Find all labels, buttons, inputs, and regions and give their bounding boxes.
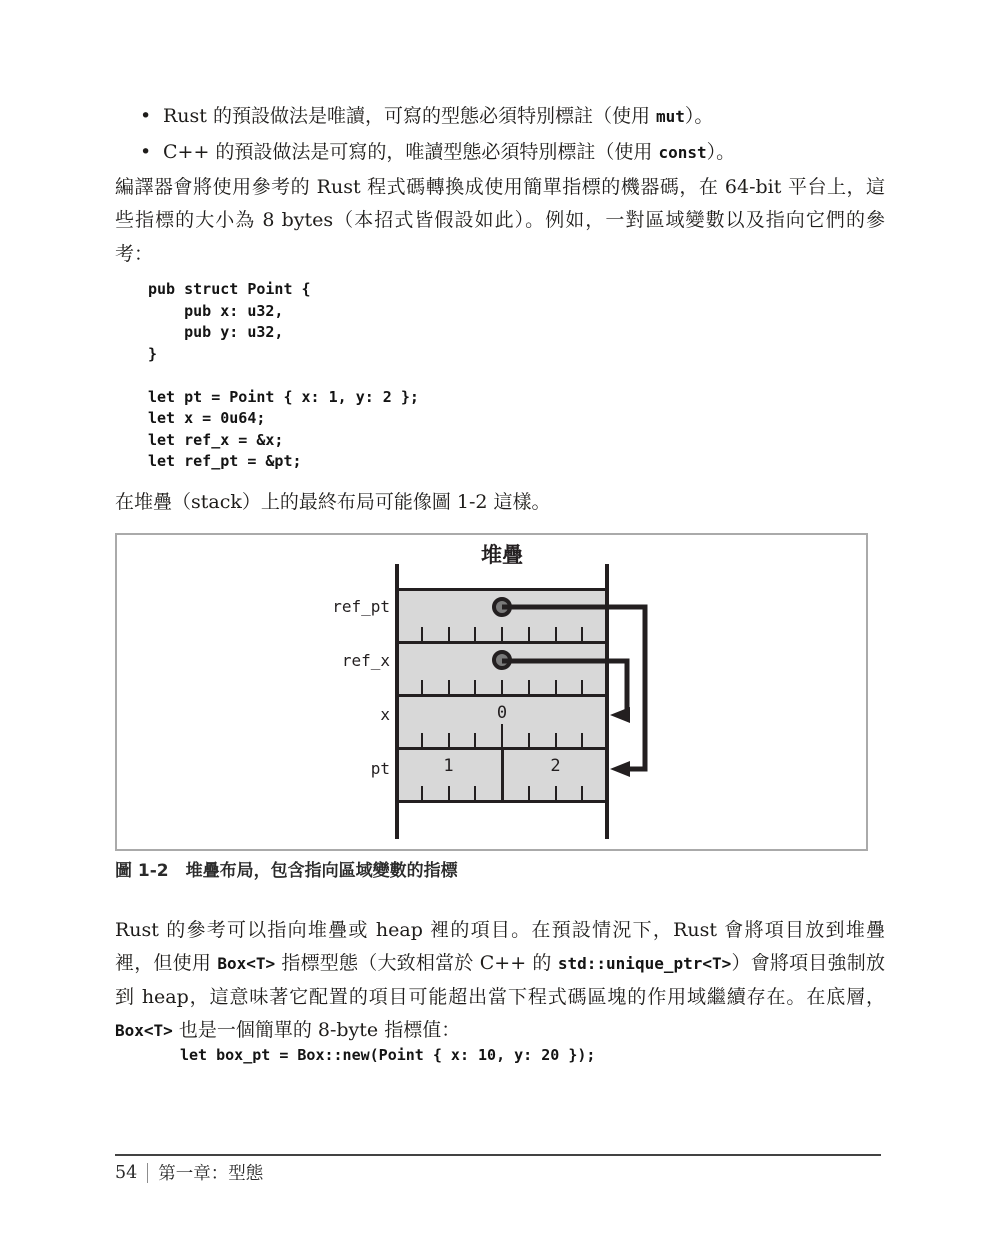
code-line: let ref_pt = &pt; (148, 452, 302, 470)
inline-code: Box<T> (115, 1021, 173, 1041)
inline-code: mut (656, 107, 685, 126)
paragraph-stack-intro (115, 486, 885, 519)
text-segment: ）。 (706, 140, 736, 163)
text-line (115, 171, 885, 204)
paragraph-box-heap (115, 914, 885, 1048)
text-segment: 編譯器會將使用參考的 Rust 程式碼轉換成使用簡單指標的機器碼，在 64-bit 平台上，這 (115, 176, 885, 198)
text-line (115, 981, 885, 1014)
code-line: let x = 0u64; (148, 409, 266, 427)
text-line (115, 947, 885, 980)
code-line: let ref_x = &x; (148, 430, 284, 449)
footer-rule (115, 1154, 881, 1156)
figure-title: 堆疊 (481, 543, 523, 567)
row-label-x: x (380, 705, 390, 724)
pointer-arrows (117, 535, 866, 849)
code-line: let pt = Point { x: 1, y: 2 }; (148, 387, 419, 406)
figure-1-2 (115, 533, 868, 851)
figure-caption-text: 堆疊布局，包含指向區域變數的指標 (185, 861, 458, 881)
code-line: pub y: u32, (148, 323, 284, 341)
text-segment: 考： (115, 242, 154, 265)
inline-code: Box<T> (217, 954, 276, 974)
inline-code: const (658, 142, 707, 162)
text-segment: 裡，但使用 (115, 952, 218, 975)
row-label-ref_pt: ref_pt (332, 597, 390, 616)
code-line: let box_pt = Box::new(Point { x: 10, y: 20 }); (180, 1046, 596, 1064)
stack-right-wall (605, 564, 609, 839)
page-number: 54 (115, 1162, 138, 1183)
code-block-point-struct (148, 279, 419, 473)
text-line (115, 914, 885, 947)
text-segment: ）。 (684, 105, 714, 127)
figure-caption-label: 圖 1-2 (115, 861, 169, 881)
figure-caption (115, 856, 458, 881)
text-segment: C++ 的預設做法是可寫的，唯讀型態必須特別標註（使用 (163, 140, 659, 163)
text-line (115, 1014, 885, 1047)
cell-value-x: 1 (443, 756, 454, 776)
bullet-marker-icon: • (140, 105, 152, 127)
text-segment: 指標型態（大致相當於 C++ 的 (275, 952, 558, 975)
text-segment: ）會將項目強制放 (731, 952, 885, 975)
text-line (140, 135, 884, 171)
bullet-marker-icon: • (140, 140, 152, 163)
bullet-list (140, 99, 884, 170)
text-line (115, 238, 885, 271)
footer (115, 1160, 263, 1185)
stack-left-wall (395, 564, 399, 839)
row-label-ref_x: ref_x (341, 651, 390, 670)
code-line: pub struct Point { (148, 280, 311, 298)
cell-value-y: 2 (550, 756, 561, 776)
text-segment: Rust 的參考可以指向堆疊或 heap 裡的項目。在預設情況下，Rust 會將項目放到堆疊 (115, 919, 885, 941)
inline-code: std::unique_ptr<T> (557, 954, 732, 974)
cell-value: 0 (496, 703, 508, 723)
text-segment: 到 heap，這意味著它配置的項目可能超出當下程式碼區塊的作用域繼續存在。在底層， (115, 985, 885, 1008)
text-segment: 也是一個簡單的 8-byte 指標值： (172, 1019, 461, 1042)
chapter-title: 第一章：型態 (158, 1164, 264, 1184)
arrow-ref-pt (502, 607, 645, 777)
text-line (140, 99, 884, 135)
footer-divider (147, 1163, 148, 1183)
code-line: pub x: u32, (148, 301, 284, 320)
text-segment: 些指標的大小為 8 bytes（本招式皆假設如此）。例如，一對區域變數以及指向它們的參 (115, 209, 885, 232)
row-label-pt: pt (370, 759, 390, 778)
code-line (148, 365, 419, 387)
code-line-box-new (180, 1045, 595, 1067)
text-line (115, 204, 885, 237)
text-segment: 在堆疊（stack）上的最終布局可能像圖 1-2 這樣。 (115, 491, 551, 513)
text-segment: Rust 的預設做法是唯讀，可寫的型態必須特別標註（使用 (163, 105, 657, 127)
paragraph-compiler (115, 171, 885, 271)
text-line (115, 486, 885, 519)
code-line: } (148, 344, 158, 363)
arrow-ref-x (502, 661, 630, 723)
